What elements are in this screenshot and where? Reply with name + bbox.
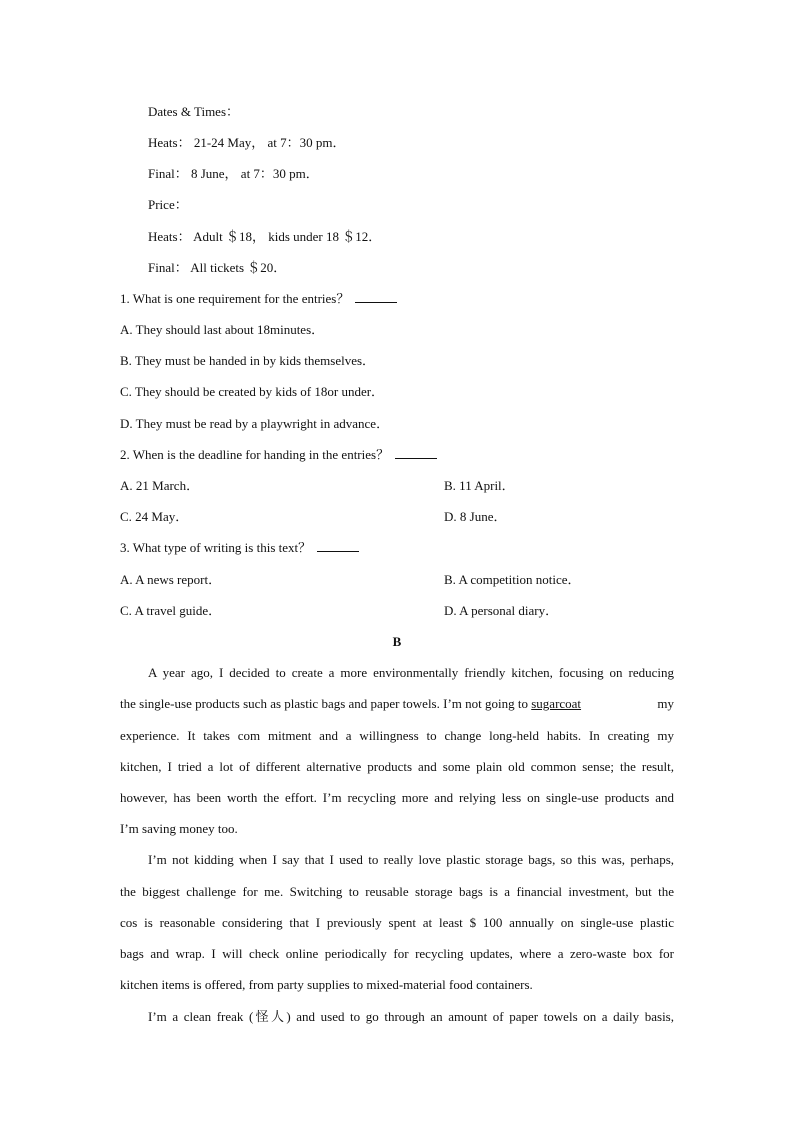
- p1-line-6: I’m saving money too.: [120, 821, 238, 836]
- p2-line-2: the biggest challenge for me. Switching to reusable storage bags is a financial investment, but the: [120, 884, 674, 899]
- answer-blank: [317, 539, 359, 552]
- p1-line-4: kitchen, I tried a lot of different alternative products and some plain old common sense; the result,: [120, 759, 674, 774]
- question-2-option-d: D. 8 June．: [444, 509, 507, 524]
- p1-line-1: A year ago, I decided to create a more environmentally friendly kitchen, focusing on reducing: [148, 665, 674, 680]
- question-2-option-c: C. 24 May．: [120, 509, 189, 524]
- question-1-option-b: B. They must be handed in by kids themselves．: [120, 353, 376, 368]
- question-1-option-c: C. They should be created by kids of 18or under．: [120, 384, 385, 399]
- question-2-option-b: B. 11 April．: [444, 478, 515, 493]
- heats-dates: Heats： 21-24 May， at 7：30 pm．: [148, 135, 346, 150]
- p2-line-3: cos is reasonable considering that I previously spent at least $ 100 annually on single-use plastic: [120, 915, 674, 930]
- question-stem-text: 3. What type of writing is this text？: [120, 540, 312, 555]
- question-2-option-a: A. 21 March．: [120, 478, 200, 493]
- question-stem-text: 1. What is one requirement for the entries？: [120, 291, 350, 306]
- dates-label: Dates & Times：: [148, 104, 240, 119]
- final-dates: Final： 8 June， at 7：30 pm．: [148, 166, 319, 181]
- p1-line-3: experience. It takes com mitment and a willingness to change long-held habits. In creating my: [120, 728, 674, 743]
- p1-line-5: however, has been worth the effort. I’m recycling more and relying less on single-use products and: [120, 790, 674, 805]
- p1-line-2-end: my: [657, 696, 674, 711]
- p1-line-2-text: the single-use products such as plastic bags and paper towels. I’m not going to: [120, 696, 528, 711]
- question-3-option-c: C. A travel guide．: [120, 603, 222, 618]
- question-3-option-b: B. A competition notice．: [444, 572, 581, 587]
- question-1-option-a: A. They should last about 18minutes．: [120, 322, 325, 337]
- p2-line-5: kitchen items is offered, from party supplies to mixed-material food containers.: [120, 977, 533, 992]
- section-b-heading: B: [392, 634, 402, 649]
- question-1-option-d: D. They must be read by a playwright in advance．: [120, 416, 390, 431]
- question-3-option-d: D. A personal diary．: [444, 603, 559, 618]
- question-3-stem: [120, 539, 359, 557]
- question-2-stem: [120, 446, 437, 464]
- question-1-stem: [120, 290, 397, 308]
- question-stem-text: 2. When is the deadline for handing in the entries？: [120, 447, 390, 462]
- p2-line-1: I’m not kidding when I say that I used to really love plastic storage bags, so this was, perhaps,: [148, 852, 674, 867]
- underlined-word: sugarcoat: [531, 696, 582, 711]
- p1-line-2: [120, 695, 674, 713]
- answer-blank: [395, 446, 437, 459]
- p3-line-1: I’m a clean freak (怪人) and used to go through an amount of paper towels on a daily basis,: [148, 1009, 674, 1024]
- heats-price: Heats： Adult ＄18， kids under 18 ＄12．: [148, 229, 382, 244]
- question-3-option-a: A. A news report．: [120, 572, 222, 587]
- answer-blank: [355, 290, 397, 303]
- final-price: Final： All tickets ＄20．: [148, 260, 287, 275]
- p2-line-4: bags and wrap. I will check online periodically for recycling updates, where a zero-waste box for: [120, 946, 674, 961]
- price-label: Price：: [148, 197, 188, 212]
